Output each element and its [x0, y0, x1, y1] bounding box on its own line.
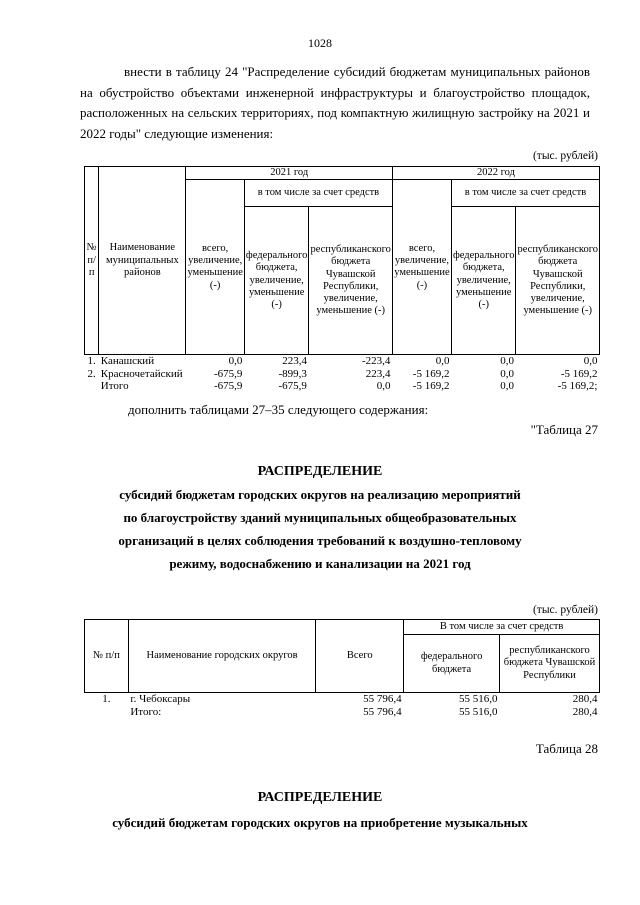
table24-unit: (тыс. рублей)	[532, 150, 598, 162]
col-year-2021: 2021 год	[186, 167, 393, 180]
row-total-2021: 0,0	[228, 355, 243, 368]
table27-unit: (тыс. рублей)	[532, 604, 598, 616]
col-incl-2021: в том числе за счет средств	[244, 180, 392, 207]
row-rep: 280,4	[572, 705, 598, 718]
row-total-2022: -5 169,2	[412, 380, 450, 393]
row-rep-2021: 0,0	[376, 380, 391, 393]
table28-label: Таблица 28	[535, 741, 598, 756]
table27-label: "Таблица 27	[530, 422, 598, 437]
row-fed-2021: -675,9	[278, 380, 307, 393]
row-fed-2021: 223,4	[282, 355, 307, 368]
col-total: Всего	[316, 620, 404, 693]
col-name: Наименование муниципальных районов	[99, 167, 186, 355]
row-rep-2022: -5 169,2;	[557, 380, 598, 393]
row-total-2022: 0,0	[435, 355, 450, 368]
table-row	[85, 355, 600, 368]
col-rep-2022: республиканского бюджета Чувашской Республики, увеличение, уменьшение (-)	[516, 207, 600, 355]
section27-subtitle-1: субсидий бюджетам городских округов на реализацию мероприятий	[119, 487, 521, 502]
col-year-2022: 2022 год	[392, 167, 599, 180]
row-fed-2022: 0,0	[500, 367, 514, 380]
table-27	[84, 619, 600, 718]
col-rep: республиканского бюджета Чувашской Республики	[500, 635, 600, 693]
col-num: № п/п	[85, 167, 99, 355]
row-num: 2.	[87, 367, 96, 380]
col-num: № п/п	[85, 620, 129, 693]
table-24-changes	[84, 166, 600, 393]
section27-subtitle-2: по благоустройству зданий муниципальных общеобразовательных	[123, 510, 517, 525]
section27-subtitle-4: режиму, водоснабжению и канализации на 2021 год	[169, 556, 471, 571]
table-row	[85, 693, 600, 706]
section27-subtitle-3: организаций в целях соблюдения требований к воздушно-тепловому	[118, 533, 522, 548]
row-total-2021: -675,9	[213, 380, 243, 393]
row-name: Итого:	[130, 705, 162, 718]
col-total-2021: всего, увеличение, уменьшение (-)	[186, 180, 244, 355]
table-row-total	[85, 380, 600, 393]
row-rep-2021: 223,4	[365, 367, 391, 380]
row-name: Итого	[100, 380, 129, 393]
row-name: Красночетайский	[100, 367, 183, 380]
section28-subtitle-1: субсидий бюджетам городских округов на приобретение музыкальных	[112, 815, 528, 830]
row-rep-2022: 0,0	[583, 355, 598, 368]
row-fed-2022: 0,0	[500, 380, 514, 393]
col-incl-2022: в том числе за счет средств	[451, 180, 599, 207]
col-fed-2022: федерального бюджета, увеличение, уменьшение (-)	[451, 207, 516, 355]
row-name: Канашский	[100, 355, 155, 368]
row-rep-2022: -5 169,2	[560, 367, 598, 380]
row-fed-2022: 0,0	[500, 355, 514, 368]
row-total: 55 796,4	[363, 705, 402, 718]
row-fed-2021: -899,3	[278, 367, 307, 380]
row-total-2022: -5 169,2	[412, 367, 450, 380]
row-total: 55 796,4	[363, 693, 402, 705]
row-num	[85, 706, 129, 719]
row-total-2021: -675,9	[213, 367, 243, 380]
row-num: 1.	[87, 355, 96, 368]
intro-paragraph: внести в таблицу 24 "Распределение субсидий бюджетам муниципальных районов на обустройство объектами инженерной инфраструктуры и благоустройство площадок, расположенных на сельских территориях, под компактную жилищную застройку на 2021 и 2022 годы" следующие изменения:	[80, 64, 590, 141]
row-fed: 55 516,0	[459, 693, 498, 705]
row-rep: 280,4	[572, 693, 598, 705]
row-num: 1.	[102, 693, 111, 705]
table-row-total	[85, 706, 600, 719]
row-name: г. Чебоксары	[130, 693, 191, 705]
page-number: 1028	[308, 36, 332, 50]
col-rep-2021: республиканского бюджета Чувашской Республики, увеличение, уменьшение (-)	[309, 207, 393, 355]
col-incl: В том числе за счет средств	[404, 620, 600, 635]
row-fed: 55 516,0	[459, 705, 498, 718]
col-fed: федерального бюджета	[404, 635, 500, 693]
col-fed-2021: федерального бюджета, увеличение, уменьшение (-)	[244, 207, 309, 355]
section27-title: РАСПРЕДЕЛЕНИЕ	[257, 464, 383, 479]
col-total-2022: всего, увеличение, уменьшение (-)	[392, 180, 451, 355]
row-rep-2021: -223,4	[362, 355, 391, 368]
col-name: Наименование городских округов	[128, 620, 316, 693]
section28-title: РАСПРЕДЕЛЕНИЕ	[257, 790, 383, 805]
row-num	[85, 380, 99, 393]
add-tables-line: дополнить таблицами 27–35 следующего содержания:	[128, 402, 429, 417]
table-row	[85, 368, 600, 381]
